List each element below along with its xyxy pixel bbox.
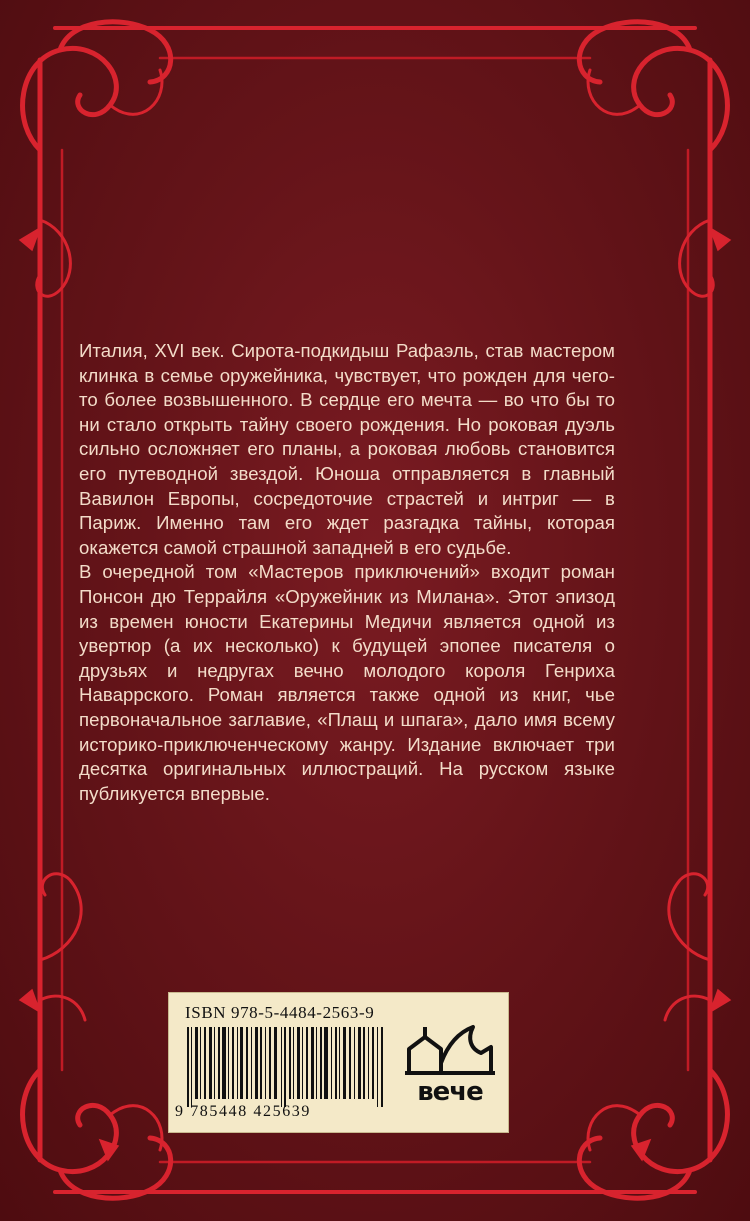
publisher-name: вече [417,1077,483,1107]
isbn-label: ISBN 978-5-4484-2563-9 [185,1003,375,1022]
barcode-icon [181,1027,391,1107]
description-paragraph-1: Италия, XVI век. Сирота-подкидыш Рафаэль, став мастером клинка в семье оружейника, чувствует, что рожден для чего-то более возвышенного. В сердце его мечта — во что бы то ни стало открыть тайну своего рождения. Но роковая дуэль сильно осложняет его планы, а роковая любовь становится его путеводной звездой. Юноша отправляется в главный Вавилон Европы, сосредоточие страстей и интриг — в Париж. Именно там его ждет разгадка тайны, которая окажется самой страшной западней в его судьбе. [79,340,615,558]
barcode-panel [168,992,509,1133]
book-description [79,339,615,806]
description-paragraph-2: В очередной том «Мастеров приключений» входит роман Понсон дю Террайля «Оружейник из Милана». Этот эпизод из времен юности Екатерины Медичи является одной из увертюр (а их несколько) к будущей эпопее писателя о друзьях и недругах вечно молодого короля Генриха Наваррского. Роман является также одной из книг, чье первоначальное заглавие, «Плащ и шпага», дало имя всему историко-приключенческому жанру. Издание включает три десятка оригинальных иллюстраций. На русском языке публикуется впервые. [79,561,615,804]
barcode-digits: 9 785448 425639 [175,1103,311,1120]
